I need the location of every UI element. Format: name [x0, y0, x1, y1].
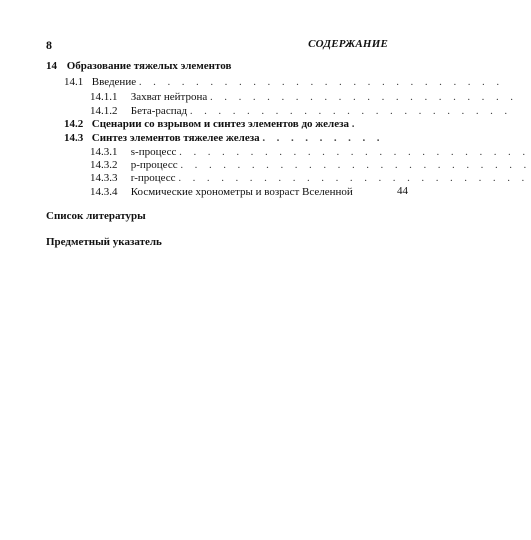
- section-title: Космические хронометры и возраст Вселенной: [130, 186, 353, 198]
- section-number: 14.1.2: [90, 105, 118, 117]
- dot-leader: . . . . . . . . . . . . . . . . . . . . . . . . . .: [138, 76, 504, 88]
- toc-entry-14-3-2[interactable]: [90, 158, 531, 172]
- toc-entry-14-3-3[interactable]: [90, 171, 529, 185]
- section-title: Синтез элементов тяжелее железа: [91, 132, 260, 144]
- section-number: 14.3.2: [90, 159, 118, 171]
- section-title: Захват нейтрона: [130, 91, 208, 103]
- section-number: 14.1.1: [90, 91, 118, 103]
- section-title: r-процесс: [130, 172, 176, 184]
- section-title: s-процесс: [130, 146, 177, 158]
- toc-entry-14-3-1[interactable]: [90, 145, 530, 159]
- chapter-heading: [46, 60, 231, 72]
- page-number: 8: [46, 38, 52, 52]
- dot-leader: . . . . . . . . . . . . . . . . . . . . . . . . .: [179, 146, 530, 158]
- references-heading[interactable]: Список литературы: [46, 210, 146, 222]
- dot-leader: . . . . . . . . . . . . . . . . . . . . . . . . .: [178, 172, 529, 184]
- running-head: СОДЕРЖАНИЕ: [308, 38, 388, 50]
- dot-leader: . . . . . . . . .: [262, 132, 384, 144]
- index-heading[interactable]: Предметный указатель: [46, 236, 162, 248]
- toc-entry-14-3[interactable]: [64, 131, 384, 145]
- section-title: Введение: [91, 76, 137, 88]
- section-number: 14.2: [64, 118, 84, 130]
- toc-entry-14-2[interactable]: [64, 117, 359, 131]
- section-number: 14.3.3: [90, 172, 118, 184]
- dot-leader: . . . . . . . . . . . . . . . . . . . . . . . . .: [180, 159, 531, 171]
- toc-entry-14-1[interactable]: [64, 75, 504, 89]
- section-number: 14.1: [64, 76, 84, 88]
- dot-leader: .: [351, 118, 359, 130]
- toc-entry-14-1-2[interactable]: [90, 104, 512, 118]
- section-number: 14.3: [64, 132, 84, 144]
- section-number: 14.3.1: [90, 146, 118, 158]
- section-number: 14.3.4: [90, 186, 118, 198]
- section-title: p-процесс: [130, 159, 178, 171]
- chapter-number: 14: [46, 60, 57, 72]
- toc-entry-14-3-4[interactable]: [90, 185, 353, 199]
- section-title: Сценарии со взрывом и синтез элементов до железа: [91, 118, 349, 130]
- chapter-title: Образование тяжелых элементов: [66, 60, 232, 72]
- dot-leader: . . . . . . . . . . . . . . . . . . . . . . .: [189, 105, 512, 117]
- page-ref: 44: [397, 185, 408, 197]
- toc-entry-14-1-1[interactable]: [90, 90, 517, 104]
- section-title: Бета-распад: [130, 105, 188, 117]
- dot-leader: . . . . . . . . . . . . . . . . . . . . . .: [209, 91, 518, 103]
